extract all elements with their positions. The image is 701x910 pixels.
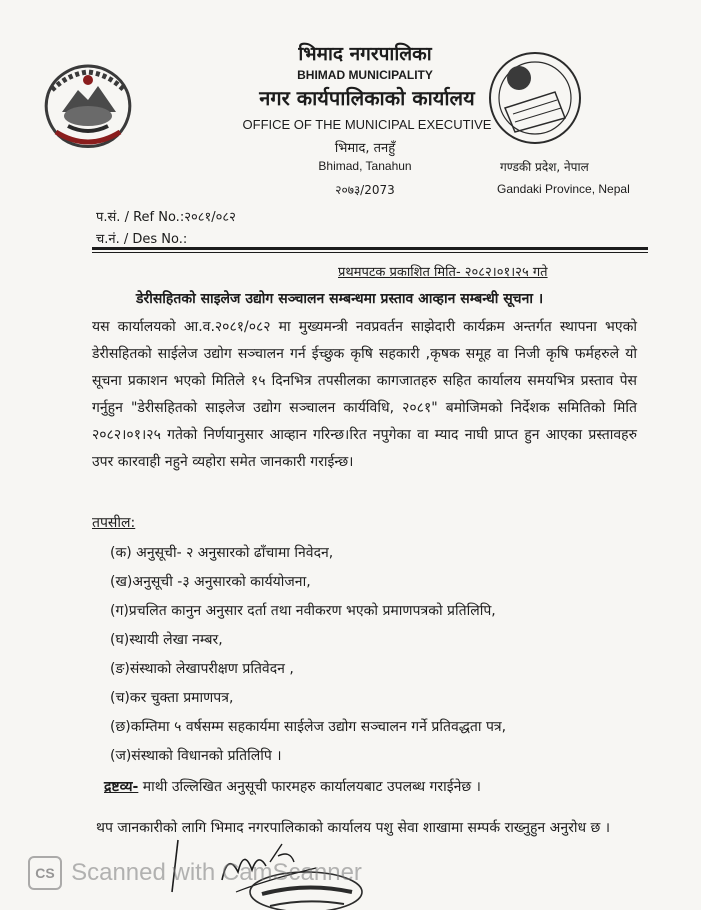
des-number-label: च.नं. / Des No.: <box>96 232 188 247</box>
closing-text: थप जानकारीको लागि भिमाद नगरपालिकाको कार्यालय पशु सेवा शाखामा सम्पर्क राख्नुहुन अनुरोध छ । <box>96 820 611 836</box>
list-item: (च)कर चुक्ता प्रमाणपत्र, <box>110 690 234 706</box>
header-rule-thick <box>92 247 648 250</box>
list-item: (क) अनुसूची- २ अनुसारको ढाँचामा निवेदन, <box>110 545 334 561</box>
ref-number-value: २०८१/०८२ <box>184 210 236 225</box>
org-name-nepali: भिमाद नगरपालिका <box>298 43 432 65</box>
tapsil-label: तपसील: <box>92 515 136 531</box>
notice-body: यस कार्यालयको आ.व.२०८१/०८२ मा मुख्यमन्त्री नवप्रवर्तन साझेदारी कार्यक्रम अन्तर्गत स्थापना भएको डेरीसहितको साईलेज उद्योग सञ्चालन गर्न ईच्छुक कृषि सहकारी ,कृषक समूह वा निजी कृषि फर्महरुले यो सूचना प्रकाशन भएको मितिले १५ दिनभित्र तपसीलका कागजातहरु सहित कार्यालय समयभित्र प्रस्ताव पेस गर्नुहुन "डेरीसहितको साइलेज उद्योग सञ्चालन कार्यविधि, २०८१" बमोजिमको निर्देशक समितिको मिति २०८२।०१।२५ गतेको निर्णयानुसार आव्हान गरिन्छ।रित नपुगेका वा म्याद नाघी प्राप्त हुन आएका प्रस्तावहरु उपर कारवाही नहुने व्यहोरा समेत जानकारी गराईन्छ। <box>92 319 637 470</box>
list-item: (छ)कम्तिमा ५ वर्षसम्म सहकार्यमा साईलेज उद्योग सञ्चालन गर्ने प्रतिवद्धता पत्र, <box>110 719 507 735</box>
address-english: Bhimad, Tanahun <box>318 159 412 173</box>
nepal-emblem-icon <box>38 60 138 150</box>
publish-date: प्रथमपटक प्रकाशित मिति- २०८२।०१।२५ गते <box>338 265 548 280</box>
ref-number-row <box>96 207 236 225</box>
office-name-english: OFFICE OF THE MUNICIPAL EXECUTIVE <box>242 117 492 132</box>
scanner-watermark <box>28 856 362 890</box>
note-text: माथी उल्लिखित अनुसूची फारमहरु कार्यालयबाट उपलब्ध गराईनेछ । <box>138 779 481 795</box>
note-label: द्रष्टव्य- <box>104 779 139 795</box>
watermark-text: Scanned with CamScanner <box>71 859 362 886</box>
list-item: (ग)प्रचलित कानुन अनुसार दर्ता तथा नवीकरण भएको प्रमाणपत्रको प्रतिलिपि, <box>110 603 496 619</box>
established-year: २०७३/2073 <box>335 183 395 197</box>
header-rule-thin <box>92 252 648 253</box>
document-list <box>110 543 506 775</box>
note-line <box>104 777 481 796</box>
municipality-seal-icon <box>485 48 585 148</box>
ref-number-label: प.सं. / Ref No.: <box>96 210 185 225</box>
camscanner-logo-icon: CS <box>28 856 62 890</box>
province-nepali: गण्डकी प्रदेश, नेपाल <box>500 160 589 174</box>
province-english: Gandaki Province, Nepal <box>497 182 630 196</box>
list-item: (ङ)संस्थाको लेखापरीक्षण प्रतिवेदन , <box>110 661 294 677</box>
org-name-english: BHIMAD MUNICIPALITY <box>297 68 433 82</box>
office-name-nepali: नगर कार्यपालिकाको कार्यालय <box>259 86 475 110</box>
address-nepali: भिमाद, तनहुँ <box>334 141 396 156</box>
list-item: (घ)स्थायी लेखा नम्बर, <box>110 632 223 648</box>
list-item: (ख)अनुसूची -३ अनुसारको कार्ययोजना, <box>110 574 311 590</box>
des-number-row <box>96 229 187 247</box>
list-item: (ज)संस्थाको विधानको प्रतिलिपि । <box>110 748 282 764</box>
letterhead <box>0 0 701 200</box>
notice-title: डेरीसहितको साइलेज उद्योग सञ्चालन सम्बन्धमा प्रस्ताव आव्हान सम्बन्धी सूचना । <box>136 291 544 307</box>
